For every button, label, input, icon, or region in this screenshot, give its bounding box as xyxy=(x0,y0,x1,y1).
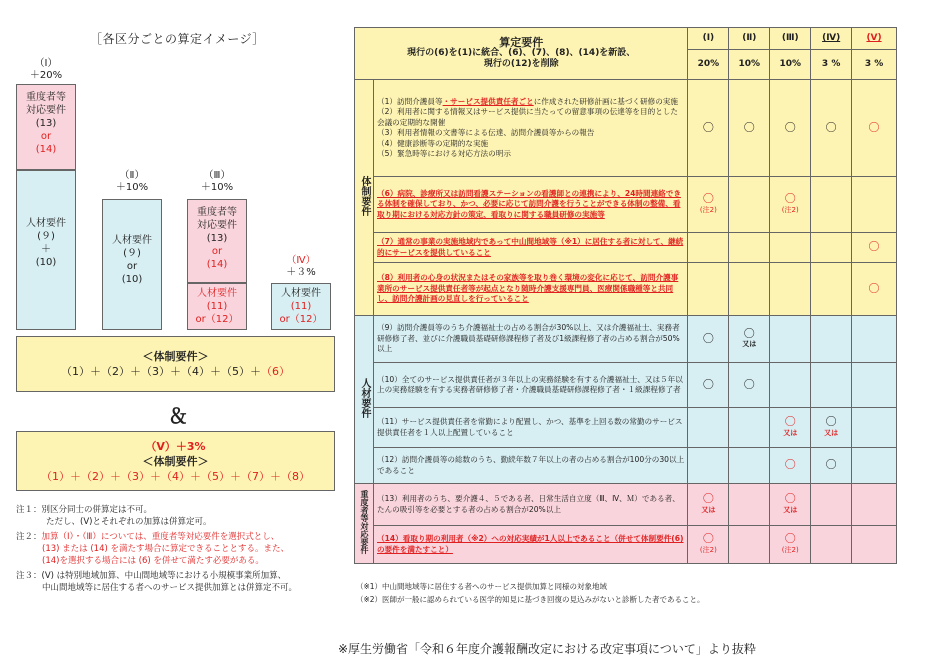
req-8: （8）利用者の心身の状況またはその家族等を取り巻く環境の変化に応じて、訪問介護事業所のサービス提供責任者等が起点となり随時介護支援専門員、医療関係職種等と共同し、訪問介護計画の見直しを行っていること xyxy=(374,263,688,316)
empty-cell xyxy=(688,233,729,263)
system2-formula: （1）＋（2）＋（3）＋（4）＋（5）＋（7）＋（8） xyxy=(41,470,310,483)
empty-cell xyxy=(729,177,770,233)
box-line: 対応要件 xyxy=(197,220,237,231)
system-requirements-box-1 xyxy=(16,336,335,392)
col-head-4: (Ⅳ) xyxy=(811,28,852,50)
empty-cell xyxy=(688,263,729,316)
category-staff xyxy=(355,316,374,484)
system-requirements-box-2 xyxy=(16,431,335,491)
note-key: 注２： xyxy=(16,532,42,542)
col-head-5: (Ⅴ) xyxy=(852,28,897,50)
box-line: ＋ xyxy=(41,244,51,255)
mark: 〇 xyxy=(852,80,897,177)
req-14: （14）看取り期の利用者（※2）への対応実績が1人以上であること（併せて体制要件(6)の要件を満たすこと） xyxy=(374,526,688,564)
mark-or: 又は xyxy=(783,428,798,437)
pct-2: 10% xyxy=(729,50,770,80)
mark xyxy=(770,526,811,564)
formula-text: （1）＋（2）＋（3）＋（4）＋（5）＋ xyxy=(61,365,261,378)
category-severe xyxy=(355,484,374,564)
mark-circle: 〇 xyxy=(784,415,796,428)
mark-circle: 〇 xyxy=(784,532,796,545)
req-13: （13）利用者のうち、要介護４、５である者、日常生活自立度（Ⅲ、Ⅳ、Ｍ）である者、たんの吸引等を必要とする者の占める割合が20%以上 xyxy=(374,484,688,526)
mark xyxy=(770,408,811,448)
empty-cell xyxy=(852,484,897,526)
box-line: 人材要件 xyxy=(26,218,66,229)
note-red: 加算（Ⅰ）・（Ⅲ）については、重度者等対応要件を選択式とし、 xyxy=(41,532,280,542)
mark xyxy=(811,408,852,448)
req-text: に作成された研修計画に基づく研修の実施 xyxy=(533,96,678,106)
mark-circle: 〇 xyxy=(743,326,755,340)
mark xyxy=(770,484,811,526)
empty-cell xyxy=(770,363,811,408)
req-10: （10）全てのサービス提供責任者が３年以上の実務経験を有する介護福祉士、又は５年以上の実務経験を有する実務者研修修了者・介護職員基礎研修課程修了者・１級課程修了者 xyxy=(374,363,688,408)
pct-1: 20% xyxy=(688,50,729,80)
mark-or: 又は xyxy=(701,505,716,514)
req-1-5 xyxy=(374,80,688,177)
mark-note: (注2) xyxy=(781,545,799,554)
empty-cell xyxy=(729,526,770,564)
pct-5: 3 % xyxy=(852,50,897,80)
mark-or: 又は xyxy=(824,428,839,437)
empty-cell xyxy=(729,233,770,263)
col2-head xyxy=(102,170,162,194)
col2-pct: ＋10% xyxy=(115,182,149,193)
mark: 〇 xyxy=(852,233,897,263)
box-line: (11) xyxy=(206,301,228,312)
mark xyxy=(770,177,811,233)
mark-or: 又は xyxy=(783,505,798,514)
system-title: ＜体制要件＞ xyxy=(142,350,209,363)
box-line: (13) xyxy=(35,118,57,129)
req-6: （6）病院、診療所又は訪問看護ステーションの看護師との連携により、24時間連絡できる体制を確保しており、かつ、必要に応じて訪問介護を行うことができる体制の整備、看取り期における対応方針の策定、看取りに関する職員研修の実施等 xyxy=(374,177,688,233)
box-line: or xyxy=(126,261,138,272)
empty-cell xyxy=(811,526,852,564)
image-title: ［各区分ごとの算定イメージ］ xyxy=(90,32,265,46)
header-sub: 現行の(6)を(1)に統合、(6)、(7)、(8)、(14)を新設、 xyxy=(407,48,636,59)
category-system xyxy=(355,80,374,316)
col4-pct: ＋３% xyxy=(286,267,316,278)
req-11: （11）サービス提供責任者を常勤により配置し、かつ、基準を上回る数の常勤のサービス提供責任者を１人以上配置していること xyxy=(374,408,688,448)
req-12: （12）訪問介護員等の総数のうち、勤続年数７年以上の者の占める割合が100分の30以上であること xyxy=(374,448,688,484)
system2-pct: （Ⅴ）＋3% xyxy=(145,440,206,453)
requirements-table xyxy=(354,27,897,564)
note-line xyxy=(16,531,352,543)
note-line: (14)を選択する場合には (6) を併せて満たす必要がある。 xyxy=(42,556,264,566)
box-line: (13) xyxy=(206,233,228,244)
system-formula xyxy=(17,364,334,379)
table-header xyxy=(355,28,688,80)
mark: 〇 xyxy=(811,80,852,177)
req-line: （5）緊急時等における対応方法の明示 xyxy=(377,149,511,158)
empty-cell xyxy=(811,263,852,316)
empty-cell xyxy=(811,484,852,526)
category-label: 重度者等対応要件 xyxy=(360,489,369,554)
mark xyxy=(688,177,729,233)
note-line: 注１：別区分同士の併算定は不可。 xyxy=(16,505,153,515)
mark xyxy=(688,484,729,526)
col3-severe-box xyxy=(187,199,247,283)
col2-staff-box xyxy=(102,199,162,330)
notes xyxy=(16,504,352,594)
req-line: （3）利用者情報の文書等による伝達、訪問介護員等からの報告 xyxy=(377,128,595,137)
empty-cell xyxy=(852,177,897,233)
mark xyxy=(688,526,729,564)
box-line: or xyxy=(40,131,52,142)
formula-red: （6） xyxy=(261,365,290,378)
col-head-3: (Ⅲ) xyxy=(770,28,811,50)
box-line: or（12） xyxy=(195,314,239,325)
box-line: (11) xyxy=(290,301,312,312)
mark-note: (注2) xyxy=(699,205,717,214)
mark: 〇 xyxy=(688,80,729,177)
note-line: (13) または (14) を満たす場合に算定できることとする。また、 xyxy=(42,544,290,554)
col3-staff-box xyxy=(187,283,247,330)
col3-pct: ＋10% xyxy=(200,182,234,193)
empty-cell xyxy=(852,526,897,564)
col-head-2: (Ⅱ) xyxy=(729,28,770,50)
box-line: 対応要件 xyxy=(26,105,66,116)
mark-circle: 〇 xyxy=(825,415,837,428)
col3-head xyxy=(187,170,247,194)
col1-staff-box xyxy=(16,170,76,330)
col4-roman: （Ⅳ） xyxy=(286,255,316,266)
box-line: or（12） xyxy=(279,314,323,325)
empty-cell xyxy=(729,263,770,316)
empty-cell xyxy=(729,408,770,448)
mark: 〇 xyxy=(811,448,852,484)
mark: 〇 xyxy=(852,263,897,316)
empty-cell xyxy=(852,448,897,484)
box-line: (９) xyxy=(123,248,141,259)
mark-circle: 〇 xyxy=(702,532,714,545)
col2-roman: （Ⅱ） xyxy=(119,170,145,181)
system2-title: ＜体制要件＞ xyxy=(142,455,209,468)
box-line: 重度者等 xyxy=(26,92,66,103)
box-line: (９) xyxy=(37,231,55,242)
source-note: ※厚生労働省「令和６年度介護報酬改定における改定事項について」より抜粋 xyxy=(338,642,756,656)
empty-cell xyxy=(811,233,852,263)
box-line: 重度者等 xyxy=(197,207,237,218)
box-line: 人材要件 xyxy=(197,288,237,299)
req-line: （2）利用者に関する情報又はサービス提供に当たっての留意事項の伝達等を目的とした会議の定期的な開催 xyxy=(377,107,678,127)
empty-cell xyxy=(811,177,852,233)
box-line: (10) xyxy=(35,257,57,268)
empty-cell xyxy=(770,233,811,263)
mark xyxy=(729,316,770,363)
mark: 〇 xyxy=(729,363,770,408)
mark: 〇 xyxy=(688,316,729,363)
box-line: 人材要件 xyxy=(281,288,321,299)
empty-cell xyxy=(688,408,729,448)
req-line: （4）健康診断等の定期的な実施 xyxy=(377,138,489,148)
mark-or: 又は xyxy=(742,340,757,348)
mark: 〇 xyxy=(770,80,811,177)
empty-cell xyxy=(729,484,770,526)
empty-cell xyxy=(770,316,811,363)
category-label: 体制要件 xyxy=(359,175,370,216)
footnote: （※1）中山間地域等に居住する者へのサービス提供加算と同様の対象地域 xyxy=(356,582,608,591)
req-red: ・サービス提供責任者ごと xyxy=(442,96,534,106)
mark-circle: 〇 xyxy=(784,492,796,505)
col3-roman: （Ⅲ） xyxy=(203,170,231,181)
mark: 〇 xyxy=(770,448,811,484)
pct-4: 3 % xyxy=(811,50,852,80)
box-line: 人材要件 xyxy=(112,235,152,246)
empty-cell xyxy=(770,263,811,316)
req-9: （9）訪問介護員等のうち介護福祉士の占める割合が30%以上、又は介護福祉士、実務者研修修了者、並びに介護職員基礎研修課程修了者及び1級課程修了者の占める割合が50%以上 xyxy=(374,316,688,363)
mark-note: (注2) xyxy=(699,545,717,554)
req-7: （7）通常の事業の実施地域内であって中山間地域等（※1）に居住する者に対して、継続的にサービスを提供していること xyxy=(374,233,688,263)
box-line: (14) xyxy=(206,259,228,270)
mark-circle: 〇 xyxy=(784,192,796,205)
req-text: （1）訪問介護員等 xyxy=(377,96,443,106)
empty-cell xyxy=(688,448,729,484)
box-line: (10) xyxy=(121,274,143,285)
pct-3: 10% xyxy=(770,50,811,80)
ampersand: ＆ xyxy=(168,404,188,428)
mark-note: (注2) xyxy=(781,205,799,214)
empty-cell xyxy=(811,363,852,408)
header-sub: 現行の(12)を削除 xyxy=(483,58,559,69)
footnote: （※2）医師が一般に認められている医学的知見に基づき回復の見込みがないと診断した者であること。 xyxy=(356,595,705,604)
box-line: (14) xyxy=(35,144,57,155)
empty-cell xyxy=(811,316,852,363)
col4-head xyxy=(271,255,331,279)
col1-severe-box xyxy=(16,84,76,170)
col-head-1: (Ⅰ) xyxy=(688,28,729,50)
mark: 〇 xyxy=(688,363,729,408)
note-line: ただし、(Ⅴ)とそれぞれの加算は併算定可。 xyxy=(46,517,212,527)
mark: 〇 xyxy=(729,80,770,177)
category-label: 人材要件 xyxy=(359,377,370,418)
col4-staff-box xyxy=(271,283,331,330)
mark-circle: 〇 xyxy=(702,492,714,505)
col1-pct: ＋20% xyxy=(29,70,63,81)
empty-cell xyxy=(729,448,770,484)
note-line: 中山間地域等に居住する者へのサービス提供加算とは併算定不可。 xyxy=(42,583,298,593)
col1-head xyxy=(16,58,76,82)
col1-roman: （Ⅰ） xyxy=(34,58,58,69)
box-line: or xyxy=(211,246,223,257)
header-title: 算定要件 xyxy=(499,35,544,49)
req-line xyxy=(377,97,684,108)
empty-cell xyxy=(852,316,897,363)
mark-circle: 〇 xyxy=(702,192,714,205)
table-footnotes xyxy=(356,580,901,606)
note-line: 注３：(Ⅴ) は特別地域加算、中山間地域等における小規模事業所加算、 xyxy=(16,571,287,581)
empty-cell xyxy=(852,408,897,448)
empty-cell xyxy=(852,363,897,408)
